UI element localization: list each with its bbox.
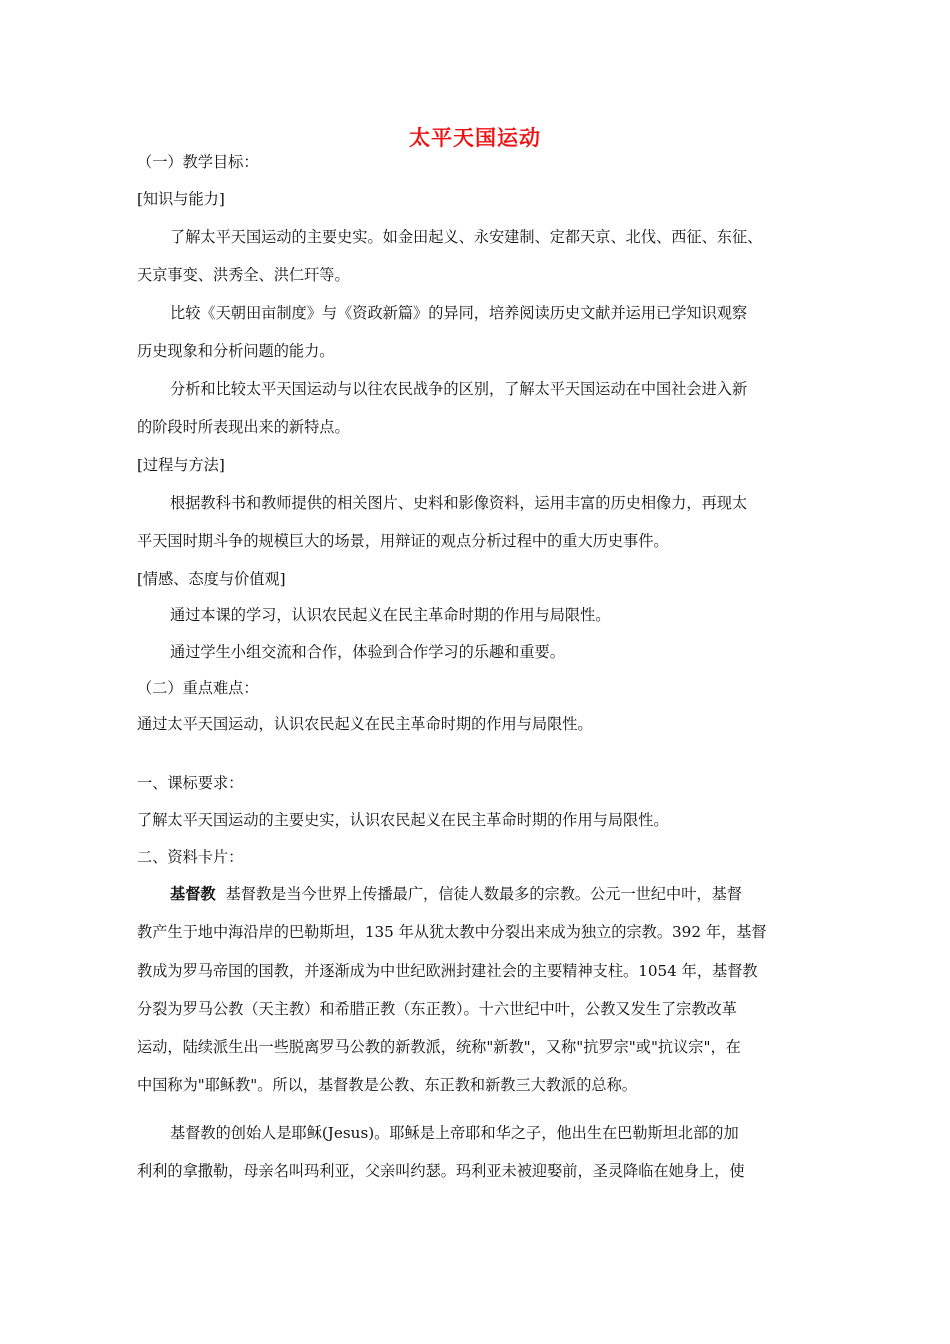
subheading-values: [情感、态度与价值观]: [137, 570, 286, 588]
section-heading-curriculum: 一、课标要求：: [137, 774, 244, 792]
paragraph-line: 天京事变、洪秀全、洪仁玕等。: [137, 266, 350, 284]
paragraph-line: 了解太平天国运动的主要史实。如金田起义、永安建制、定都天京、北伐、西征、东征、: [170, 228, 763, 246]
paragraph-line: 历史现象和分析问题的能力。: [137, 342, 335, 360]
paragraph-line: 通过太平天国运动，认识农民起义在民主革命时期的作用与局限性。: [137, 715, 593, 733]
info-card-first-line: [170, 883, 860, 905]
subheading-knowledge: [知识与能力]: [137, 190, 225, 208]
subheading-process: [过程与方法]: [137, 456, 225, 474]
paragraph-line: 的阶段时所表现出来的新特点。: [137, 418, 350, 436]
info-card-term: 基督教: [170, 885, 216, 903]
section-heading-key-points: （二）重点难点：: [137, 679, 259, 697]
paragraph-line: 教产生于地中海沿岸的巴勒斯坦，135 年从犹太教中分裂出来成为独立的宗教。392 年，基督: [137, 923, 767, 941]
paragraph-line: 基督教的创始人是耶稣(Jesus)。耶稣是上帝耶和华之子，他出生在巴勒斯坦北部的加: [170, 1124, 739, 1142]
paragraph-line: 根据教科书和教师提供的相关图片、史料和影像资料，运用丰富的历史相像力，再现太: [170, 494, 748, 512]
page-title: 太平天国运动: [409, 126, 541, 150]
paragraph-line: 通过本课的学习，认识农民起义在民主革命时期的作用与局限性。: [170, 606, 611, 624]
paragraph-line: 中国称为"耶稣教"。所以，基督教是公教、东正教和新教三大教派的总称。: [137, 1076, 637, 1094]
paragraph-line: 平天国时期斗争的规模巨大的场景，用辩证的观点分析过程中的重大历史事件。: [137, 532, 669, 550]
paragraph-line: 了解太平天国运动的主要史实，认识农民起义在民主革命时期的作用与局限性。: [137, 811, 669, 829]
paragraph-line: 比较《天朝田亩制度》与《资政新篇》的异同，培养阅读历史文献并运用已学知识观察: [170, 304, 748, 322]
paragraph-line: 运动，陆续派生出一些脱离罗马公教的新教派，统称"新教"，又称"抗罗宗"或"抗议宗"，在: [137, 1038, 741, 1056]
section-heading-objectives: （一）教学目标：: [137, 153, 259, 171]
paragraph-line: 通过学生小组交流和合作，体验到合作学习的乐趣和重要。: [170, 643, 565, 661]
section-heading-info-card: 二、资料卡片：: [137, 848, 244, 866]
paragraph-line: 分析和比较太平天国运动与以往农民战争的区别，了解太平天国运动在中国社会进入新: [170, 380, 748, 398]
paragraph-line: 利利的拿撒勒，母亲名叫玛利亚，父亲叫约瑟。玛利亚未被迎娶前，圣灵降临在她身上，使: [137, 1162, 745, 1180]
paragraph-line: 教成为罗马帝国的国教，并逐渐成为中世纪欧洲封建社会的主要精神支柱。1054 年，基督教: [137, 962, 758, 980]
info-card-text: 基督教是当今世界上传播最广，信徒人数最多的宗教。公元一世纪中叶，基督: [225, 885, 742, 903]
paragraph-line: 分裂为罗马公教（天主教）和希腊正教（东正教）。十六世纪中叶，公教又发生了宗教改革: [137, 1000, 737, 1018]
